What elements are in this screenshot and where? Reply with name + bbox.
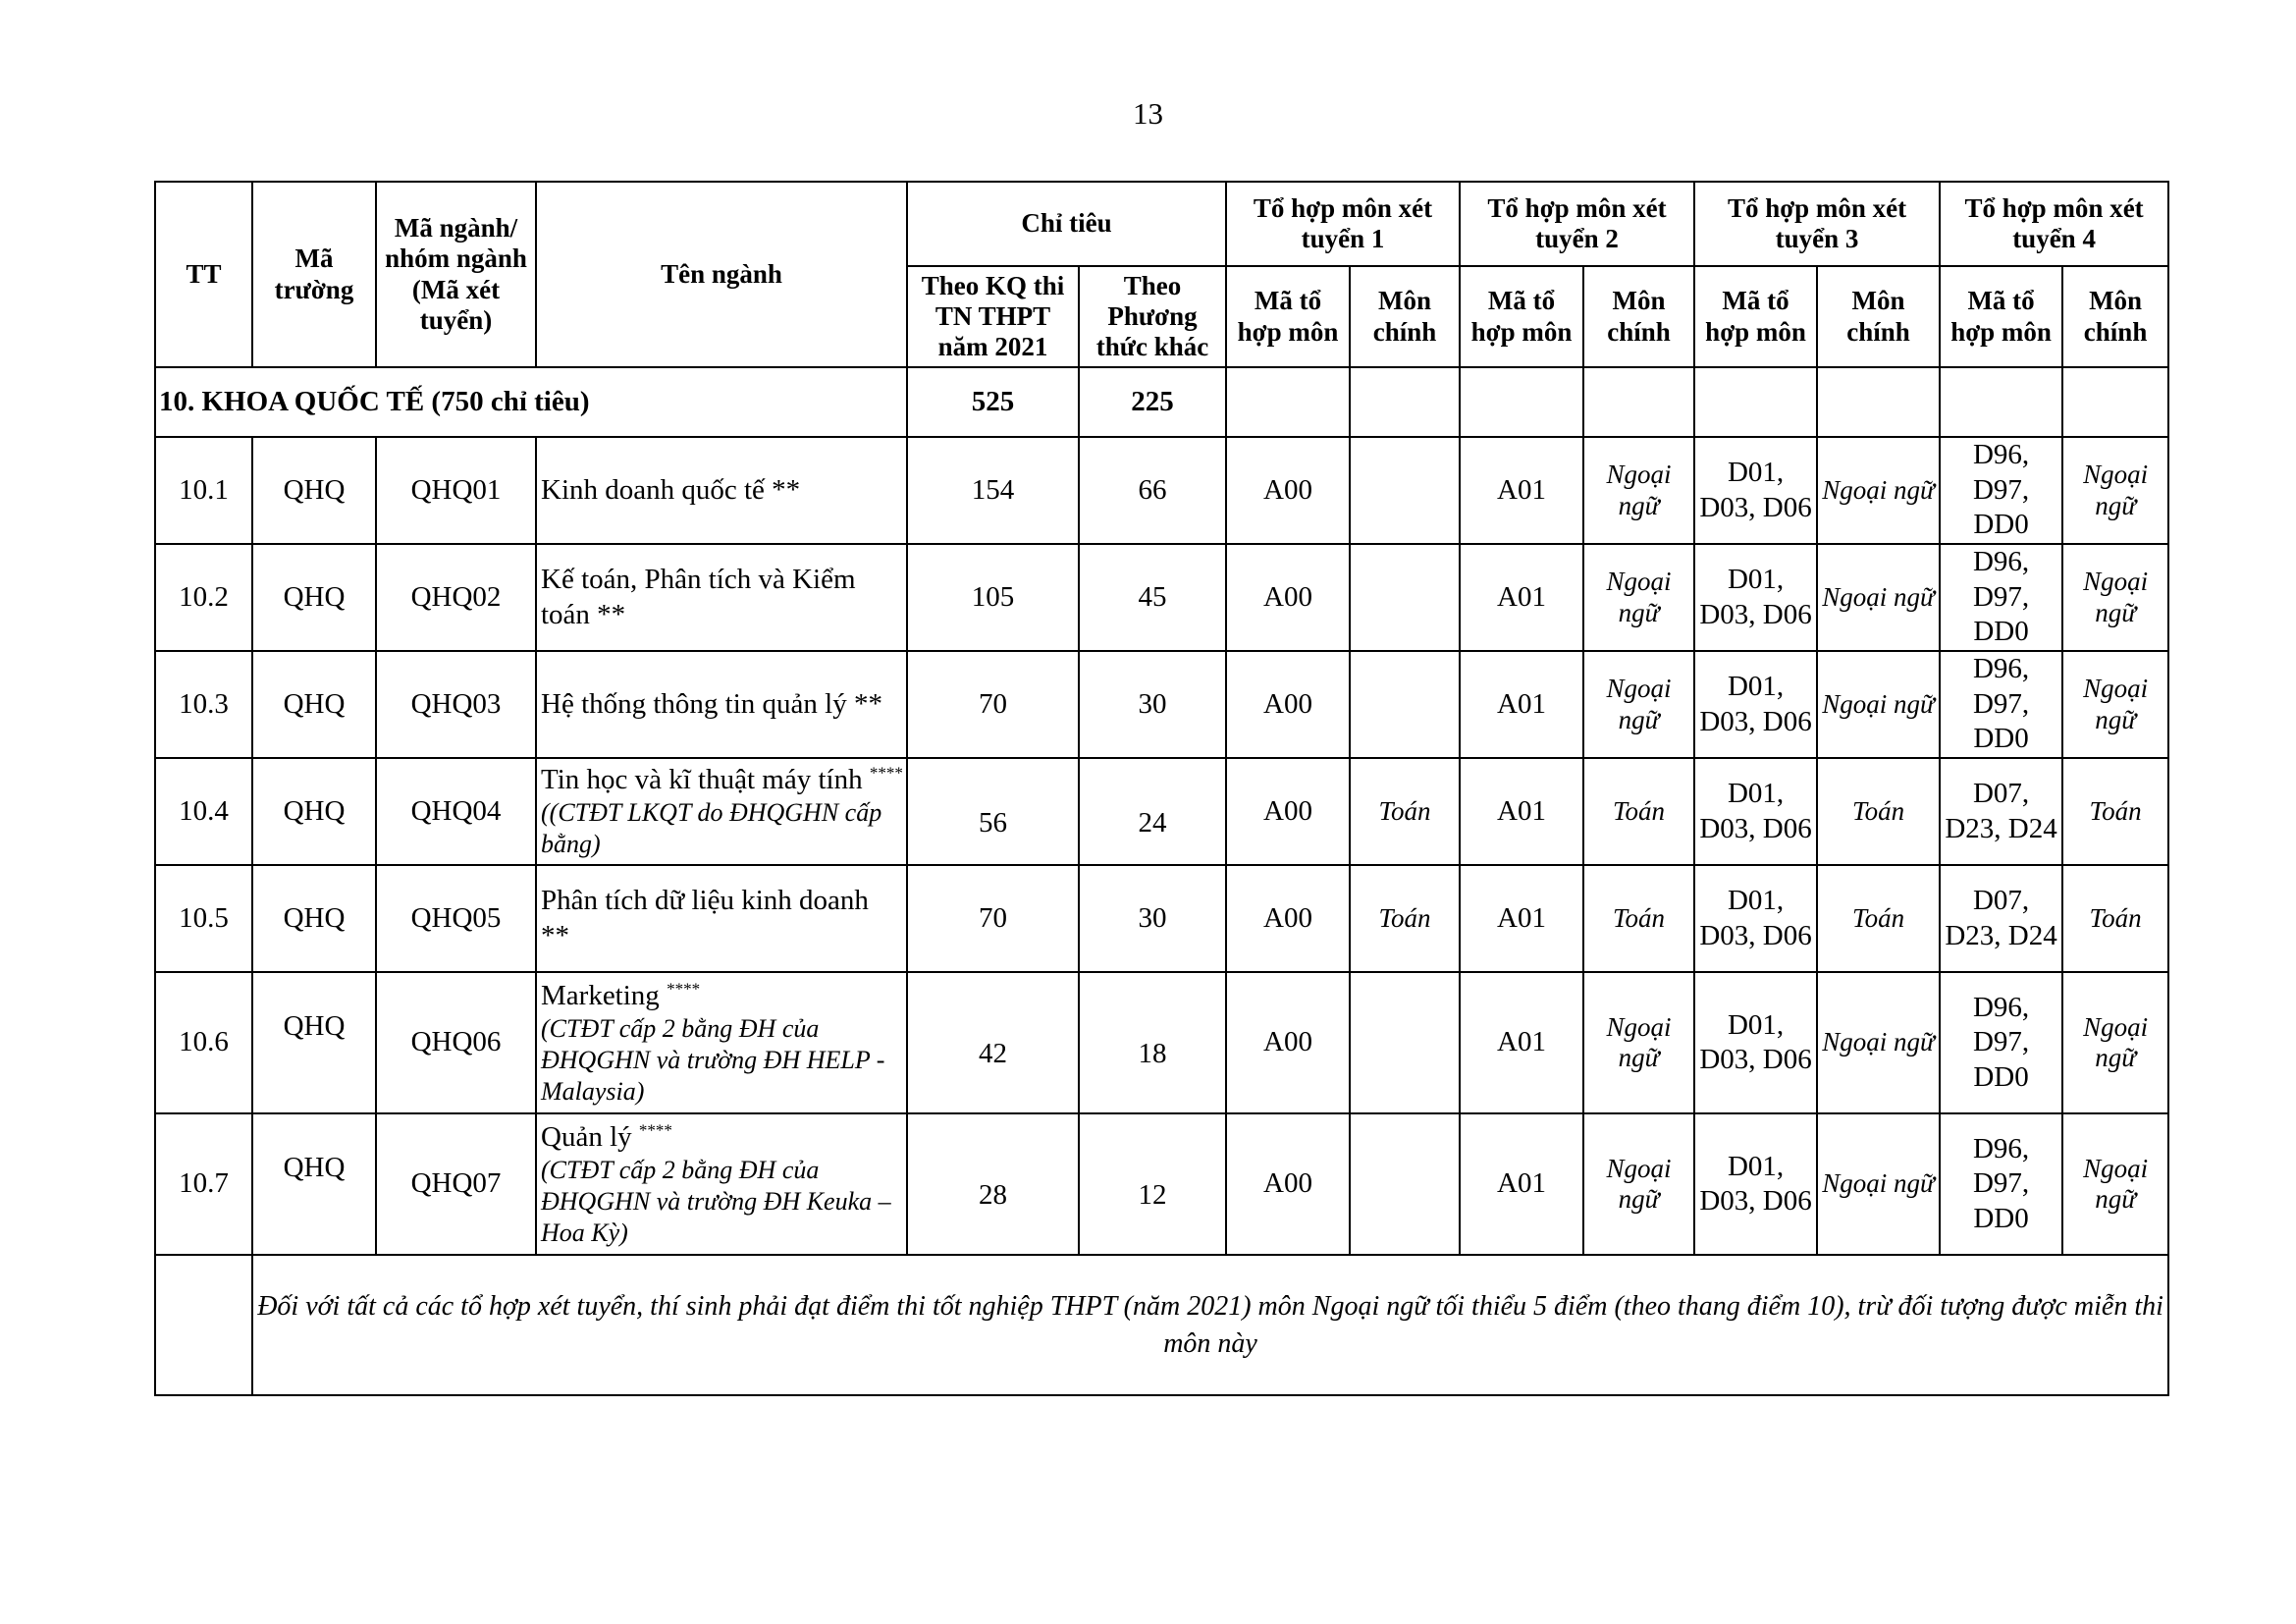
row-mon-chinh-4: Ngoại ngữ xyxy=(2062,437,2168,544)
row-mon-chinh-2: Ngoại ngữ xyxy=(1583,544,1694,651)
table-row xyxy=(155,865,2168,972)
row-stars: **** xyxy=(638,1120,672,1140)
header-ma-to-hop-1: Mã tổ hợp môn xyxy=(1226,266,1350,367)
row-ma-to-hop-4: D96, D97, DD0 xyxy=(1940,651,2062,758)
row-mon-chinh-2: Ngoại ngữ xyxy=(1583,972,1694,1113)
header-ma-nganh: Mã ngành/ nhóm ngành (Mã xét tuyển) xyxy=(376,182,536,367)
header-chi-tieu: Chỉ tiêu xyxy=(907,182,1226,266)
page-number: 13 xyxy=(1133,96,1163,131)
row-ten-nganh xyxy=(536,972,907,1113)
row-tt: 10.6 xyxy=(155,972,252,1113)
row-mon-chinh-2: Toán xyxy=(1583,865,1694,972)
section-kq: 525 xyxy=(907,367,1079,437)
row-ten-nganh-note: (CTĐT cấp 2 bằng ĐH của ĐHQGHN và trường ĐH Keuka – Hoa Kỳ) xyxy=(541,1156,891,1247)
row-mon-chinh-3: Toán xyxy=(1817,865,1940,972)
row-ma-truong: QHQ xyxy=(252,651,376,758)
row-ma-to-hop-2: A01 xyxy=(1460,437,1583,544)
row-chi-tieu-kq: 70 xyxy=(907,865,1079,972)
row-ma-to-hop-1: A00 xyxy=(1226,972,1350,1113)
header-to-hop-2: Tổ hợp môn xét tuyển 2 xyxy=(1460,182,1694,266)
row-ma-to-hop-3: D01, D03, D06 xyxy=(1694,972,1817,1113)
header-ma-to-hop-2: Mã tổ hợp môn xyxy=(1460,266,1583,367)
row-ma-to-hop-4: D07, D23, D24 xyxy=(1940,758,2062,865)
row-mon-chinh-3: Ngoại ngữ xyxy=(1817,544,1940,651)
row-ten-nganh-text: Phân tích dữ liệu kinh doanh ** xyxy=(541,885,869,951)
row-mon-chinh-4: Ngoại ngữ xyxy=(2062,544,2168,651)
row-ma-to-hop-3: D01, D03, D06 xyxy=(1694,437,1817,544)
row-ma-nganh: QHQ01 xyxy=(376,437,536,544)
header-ten-nganh: Tên ngành xyxy=(536,182,907,367)
row-mon-chinh-4: Ngoại ngữ xyxy=(2062,1113,2168,1255)
row-stars: **** xyxy=(869,763,903,783)
row-ma-to-hop-2: A01 xyxy=(1460,758,1583,865)
header-to-hop-1: Tổ hợp môn xét tuyển 1 xyxy=(1226,182,1460,266)
header-to-hop-3: Tổ hợp môn xét tuyển 3 xyxy=(1694,182,1940,266)
row-chi-tieu-kq: 28 xyxy=(907,1113,1079,1255)
empty-cell xyxy=(1460,367,1583,437)
row-ma-nganh: QHQ07 xyxy=(376,1113,536,1255)
row-ten-nganh-text: Hệ thống thông tin quản lý ** xyxy=(541,687,882,720)
row-chi-tieu-kq: 42 xyxy=(907,972,1079,1113)
row-ten-nganh xyxy=(536,865,907,972)
row-ma-nganh: QHQ04 xyxy=(376,758,536,865)
row-ten-nganh-text: Kế toán, Phân tích và Kiểm toán ** xyxy=(541,564,856,630)
row-ma-to-hop-3: D01, D03, D06 xyxy=(1694,1113,1817,1255)
table-row xyxy=(155,972,2168,1113)
table-row xyxy=(155,437,2168,544)
empty-cell xyxy=(1940,367,2062,437)
section-row xyxy=(155,367,2168,437)
row-ma-to-hop-4: D96, D97, DD0 xyxy=(1940,437,2062,544)
row-ma-to-hop-1: A00 xyxy=(1226,651,1350,758)
row-mon-chinh-2: Ngoại ngữ xyxy=(1583,651,1694,758)
row-mon-chinh-3: Ngoại ngữ xyxy=(1817,1113,1940,1255)
row-mon-chinh-4: Ngoại ngữ xyxy=(2062,651,2168,758)
header-mon-chinh-3: Môn chính xyxy=(1817,266,1940,367)
row-mon-chinh-1 xyxy=(1350,437,1460,544)
row-tt: 10.1 xyxy=(155,437,252,544)
row-mon-chinh-3: Ngoại ngữ xyxy=(1817,972,1940,1113)
footnote: Đối với tất cả các tổ hợp xét tuyển, thí sinh phải đạt điểm thi tốt nghiệp THPT (năm 2021) môn Ngoại ngữ tối thiểu 5 điểm (theo thang điểm 10), trừ đối tượng được miễn thi môn này xyxy=(252,1255,2168,1395)
row-mon-chinh-2: Toán xyxy=(1583,758,1694,865)
row-ma-truong: QHQ xyxy=(252,544,376,651)
row-mon-chinh-4: Toán xyxy=(2062,865,2168,972)
empty-cell xyxy=(1583,367,1694,437)
header-theo-pt: Theo Phương thức khác xyxy=(1079,266,1226,367)
header-tt: TT xyxy=(155,182,252,367)
row-chi-tieu-pt: 30 xyxy=(1079,865,1226,972)
row-ma-nganh: QHQ03 xyxy=(376,651,536,758)
row-chi-tieu-pt: 24 xyxy=(1079,758,1226,865)
header-ma-to-hop-4: Mã tổ hợp môn xyxy=(1940,266,2062,367)
row-mon-chinh-1: Toán xyxy=(1350,758,1460,865)
row-mon-chinh-1 xyxy=(1350,651,1460,758)
row-ma-nganh: QHQ02 xyxy=(376,544,536,651)
row-ma-to-hop-2: A01 xyxy=(1460,544,1583,651)
row-ma-to-hop-3: D01, D03, D06 xyxy=(1694,651,1817,758)
admission-table xyxy=(154,181,2169,1396)
header-mon-chinh-4: Môn chính xyxy=(2062,266,2168,367)
table-row xyxy=(155,544,2168,651)
row-ma-to-hop-4: D96, D97, DD0 xyxy=(1940,1113,2062,1255)
row-mon-chinh-2: Ngoại ngữ xyxy=(1583,1113,1694,1255)
row-tt: 10.2 xyxy=(155,544,252,651)
section-title: 10. KHOA QUỐC TẾ (750 chỉ tiêu) xyxy=(155,367,907,437)
row-tt: 10.4 xyxy=(155,758,252,865)
header-mon-chinh-1: Môn chính xyxy=(1350,266,1460,367)
row-ma-truong: QHQ xyxy=(252,758,376,865)
row-ma-to-hop-3: D01, D03, D06 xyxy=(1694,758,1817,865)
header-ma-truong: Mã trường xyxy=(252,182,376,367)
row-ma-to-hop-3: D01, D03, D06 xyxy=(1694,544,1817,651)
row-chi-tieu-kq: 154 xyxy=(907,437,1079,544)
row-ten-nganh-note: (CTĐT cấp 2 bằng ĐH của ĐHQGHN và trường ĐH HELP - Malaysia) xyxy=(541,1014,885,1106)
row-ten-nganh xyxy=(536,544,907,651)
row-ma-to-hop-2: A01 xyxy=(1460,651,1583,758)
empty-cell xyxy=(1350,367,1460,437)
row-mon-chinh-1 xyxy=(1350,1113,1460,1255)
row-ma-nganh: QHQ06 xyxy=(376,972,536,1113)
empty-cell xyxy=(155,1255,252,1395)
row-ten-nganh-text: Marketing xyxy=(541,979,660,1011)
row-stars: **** xyxy=(667,979,701,999)
row-ma-truong: QHQ xyxy=(252,1113,376,1255)
empty-cell xyxy=(1226,367,1350,437)
row-ten-nganh-note: ((CTĐT LKQT do ĐHQGHN cấp bằng) xyxy=(541,798,882,859)
row-mon-chinh-4: Toán xyxy=(2062,758,2168,865)
row-ma-truong: QHQ xyxy=(252,865,376,972)
row-ma-to-hop-1: A00 xyxy=(1226,865,1350,972)
row-mon-chinh-4: Ngoại ngữ xyxy=(2062,972,2168,1113)
row-chi-tieu-kq: 70 xyxy=(907,651,1079,758)
row-ten-nganh xyxy=(536,758,907,865)
row-ma-to-hop-2: A01 xyxy=(1460,865,1583,972)
row-ma-to-hop-2: A01 xyxy=(1460,972,1583,1113)
empty-cell xyxy=(1694,367,1817,437)
table-row xyxy=(155,651,2168,758)
row-ma-to-hop-1: A00 xyxy=(1226,437,1350,544)
header-to-hop-4: Tổ hợp môn xét tuyển 4 xyxy=(1940,182,2168,266)
row-mon-chinh-3: Ngoại ngữ xyxy=(1817,437,1940,544)
header-mon-chinh-2: Môn chính xyxy=(1583,266,1694,367)
row-ma-truong: QHQ xyxy=(252,437,376,544)
row-ma-truong: QHQ xyxy=(252,972,376,1113)
row-mon-chinh-1: Toán xyxy=(1350,865,1460,972)
table-row xyxy=(155,1113,2168,1255)
row-ten-nganh-text: Tin học và kĩ thuật máy tính xyxy=(541,764,863,796)
row-ma-to-hop-4: D96, D97, DD0 xyxy=(1940,972,2062,1113)
row-ten-nganh-text: Kinh doanh quốc tế ** xyxy=(541,473,801,506)
row-chi-tieu-kq: 56 xyxy=(907,758,1079,865)
row-chi-tieu-kq: 105 xyxy=(907,544,1079,651)
row-ma-nganh: QHQ05 xyxy=(376,865,536,972)
header-ma-to-hop-3: Mã tổ hợp môn xyxy=(1694,266,1817,367)
row-chi-tieu-pt: 66 xyxy=(1079,437,1226,544)
row-mon-chinh-1 xyxy=(1350,972,1460,1113)
empty-cell xyxy=(2062,367,2168,437)
table-row xyxy=(155,758,2168,865)
row-ten-nganh xyxy=(536,651,907,758)
row-ma-to-hop-3: D01, D03, D06 xyxy=(1694,865,1817,972)
row-chi-tieu-pt: 45 xyxy=(1079,544,1226,651)
row-ma-to-hop-1: A00 xyxy=(1226,758,1350,865)
row-ma-to-hop-1: A00 xyxy=(1226,1113,1350,1255)
row-tt: 10.7 xyxy=(155,1113,252,1255)
row-ten-nganh-text: Quản lý xyxy=(541,1120,632,1153)
row-ma-to-hop-4: D96, D97, DD0 xyxy=(1940,544,2062,651)
header-theo-kq: Theo KQ thi TN THPT năm 2021 xyxy=(907,266,1079,367)
row-ten-nganh xyxy=(536,437,907,544)
row-ma-to-hop-1: A00 xyxy=(1226,544,1350,651)
row-ma-to-hop-4: D07, D23, D24 xyxy=(1940,865,2062,972)
row-mon-chinh-2: Ngoại ngữ xyxy=(1583,437,1694,544)
row-mon-chinh-3: Toán xyxy=(1817,758,1940,865)
row-mon-chinh-3: Ngoại ngữ xyxy=(1817,651,1940,758)
row-chi-tieu-pt: 18 xyxy=(1079,972,1226,1113)
row-ten-nganh xyxy=(536,1113,907,1255)
header-row-1 xyxy=(155,182,2168,266)
row-ma-to-hop-2: A01 xyxy=(1460,1113,1583,1255)
note-row xyxy=(155,1255,2168,1395)
row-chi-tieu-pt: 12 xyxy=(1079,1113,1226,1255)
row-chi-tieu-pt: 30 xyxy=(1079,651,1226,758)
row-mon-chinh-1 xyxy=(1350,544,1460,651)
row-tt: 10.3 xyxy=(155,651,252,758)
row-tt: 10.5 xyxy=(155,865,252,972)
section-pt: 225 xyxy=(1079,367,1226,437)
empty-cell xyxy=(1817,367,1940,437)
